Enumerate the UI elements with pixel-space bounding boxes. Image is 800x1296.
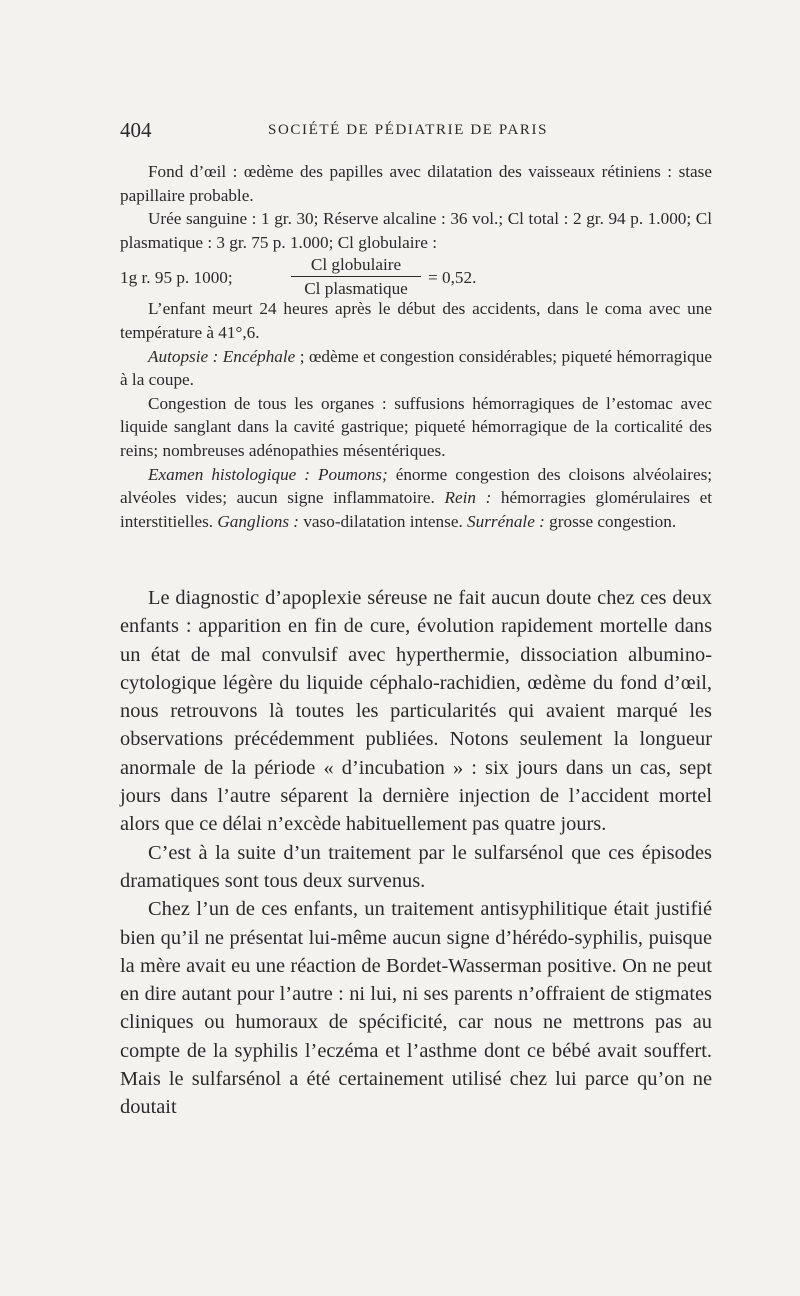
- page-header: [120, 118, 712, 146]
- fraction-bar: [291, 276, 421, 277]
- poumons-text: énorme congestion des cloisons alvéolaires; alvéoles vides; aucun signe inflammatoire.: [120, 464, 713, 508]
- page-number: 404: [120, 118, 152, 142]
- discussion-block: [120, 584, 712, 1122]
- fraction-denominator: Cl plasmatique: [304, 279, 408, 299]
- histologie-label: Examen histologique :: [148, 464, 311, 484]
- encephale-label: Encéphale: [222, 346, 296, 366]
- chlore-ratio-line: [120, 254, 712, 297]
- paragraph-autopsie: [120, 345, 712, 392]
- paragraph-deces: L’enfant meurt 24 heures après le début des accidents, dans le coma avec une température à 41°,6.: [120, 299, 712, 342]
- surrenale-text: grosse congestion.: [549, 511, 677, 531]
- autopsie-text: ; œdème et congestion considérables; piqueté hémorragique à la coupe.: [120, 346, 712, 390]
- rein-text: hémorragies glomérulaires et interstitielles.: [120, 488, 713, 531]
- chlore-globulaire-value: 1g r. 95 p. 1000;: [120, 268, 233, 288]
- ganglions-label: Ganglions :: [217, 511, 300, 531]
- surrenale-label: Surrénale :: [467, 511, 545, 531]
- autopsie-label: Autopsie :: [148, 346, 219, 366]
- chlore-fraction: [291, 254, 421, 299]
- paragraph-histologie: [120, 463, 712, 534]
- observation-block: [120, 160, 712, 533]
- running-head: SOCIÉTÉ DE PÉDIATRIE DE PARIS: [268, 122, 549, 138]
- paragraph-traitement: Chez l’un de ces enfants, un traitement antisyphilitique était justifié bien qu’il ne présentat lui-même aucun signe d’hérédo-syphilis, puisque la mère avait eu une réaction de Bordet-Wasserman positive. On ne peut en dire autant pour l’autre : ni lui, ni ses parents n’offraient de stigmates cliniques ou humoraux de spécificité, car nous ne mettrons pas au compte de la syphilis l’eczéma et l’asthme dont ce bébé avait souffert. Mais le sulfarsénol a été certainement utilisé chez lui parce qu’on ne doutait: [120, 898, 712, 1119]
- poumons-label: Poumons;: [318, 464, 388, 484]
- paragraph-sulfarsenol: C’est à la suite d’un traitement par le sulfarsénol que ces épisodes dramatiques sont tous deux survenus.: [120, 841, 712, 892]
- paragraph-diagnostic: Le diagnostic d’apoplexie séreuse ne fait aucun doute chez ces deux enfants : apparition en fin de cure, évolution rapidement mortelle dans un état de mal convulsif avec hyperthermie, dissociation albumino-cytologique légère du liquide céphalo-rachidien, œdème du fond d’œil, nous retrouvons là toutes les particularités qui avaient marqué les observations précédemment publiées. Notons seulement la longueur anormale de la période « d’incubation » : six jours dans un cas, sept jours dans l’autre séparent la dernière injection de l’accident mortel alors que ce délai n’excède habituellement pas quatre jours.: [120, 587, 712, 836]
- paragraph-uree: Urée sanguine : 1 gr. 30; Réserve alcaline : 36 vol.; Cl total : 2 gr. 94 p. 1.000; Cl plasmatique : 3 gr. 75 p. 1.000; Cl globulaire :: [120, 209, 712, 252]
- ganglions-text: vaso-dilatation intense.: [303, 511, 463, 531]
- paragraph-fond-oeil: Fond d’œil : œdème des papilles avec dilatation des vaisseaux rétiniens : stase papillaire probable.: [120, 162, 712, 205]
- fraction-result: = 0,52.: [428, 268, 477, 288]
- paragraph-congestion: Congestion de tous les organes : suffusions hémorragiques de l’estomac avec liquide sanglant dans la cavité gastrique; piqueté hémorragique de la corticalité des reins; nombreuses adénopathies mésentériques.: [120, 393, 712, 460]
- rein-label: Rein :: [444, 488, 492, 508]
- fraction-numerator: Cl globulaire: [310, 255, 402, 275]
